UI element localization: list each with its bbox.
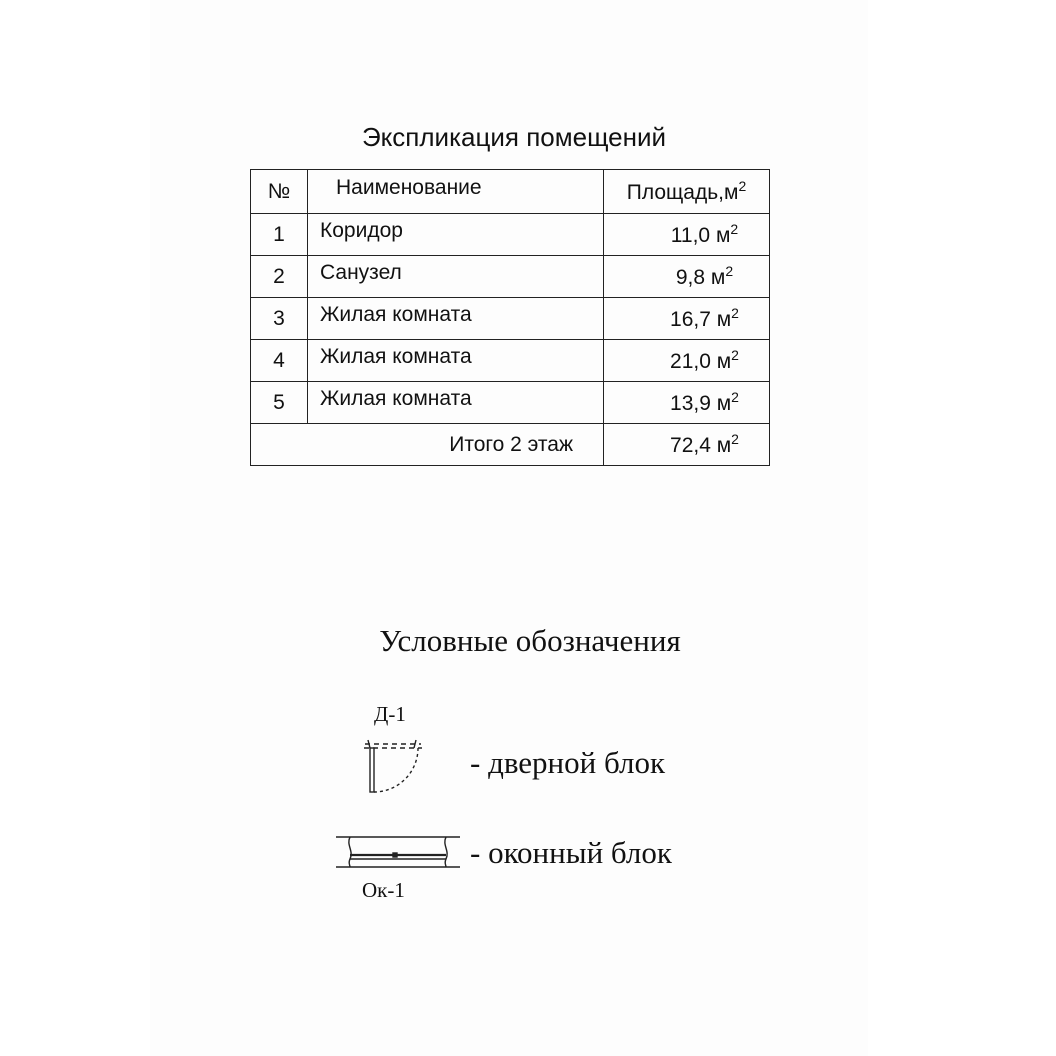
row-name: Жилая комната [308,298,604,340]
row-name: Коридор [308,214,604,256]
door-code: Д-1 [374,702,406,726]
row-no: 5 [251,382,308,424]
explication-title: Экспликация помещений [361,122,667,152]
row-no: 1 [251,214,308,256]
row-name: Жилая комната [308,382,604,424]
header-name: Наименование [308,170,604,214]
row-area: 16,7 $м^2$ [604,298,770,340]
table-row [251,298,770,340]
row-area: 11,0 $м^2$ [604,214,770,256]
window-description: - оконный блок [470,835,672,870]
table-header-row [251,170,770,214]
legend-title: Условные обозначения [379,623,681,658]
explication-table [250,169,770,466]
window-code: Ок-1 [362,878,405,902]
row-area: 21,0 $м^2$ [604,340,770,382]
row-area: 9,8 $м^2$ [604,256,770,298]
window-block-icon [334,833,462,873]
table-row [251,256,770,298]
row-no: 2 [251,256,308,298]
row-no: 4 [251,340,308,382]
table-row [251,340,770,382]
row-name: Жилая комната [308,340,604,382]
table-total-row [251,424,770,466]
header-area: $Площадь,м^2$ [604,170,770,214]
header-no: № [251,170,308,214]
table-row [251,382,770,424]
total-label: Итого 2 этаж [251,424,604,466]
row-area: 13,9 $м^2$ [604,382,770,424]
row-no: 3 [251,298,308,340]
total-area: 72,4 $м^2$ [604,424,770,466]
row-name: Санузел [308,256,604,298]
table-row [251,214,770,256]
door-description: - дверной блок [470,745,666,780]
sheet [150,0,868,1056]
door-block-icon [358,734,432,798]
